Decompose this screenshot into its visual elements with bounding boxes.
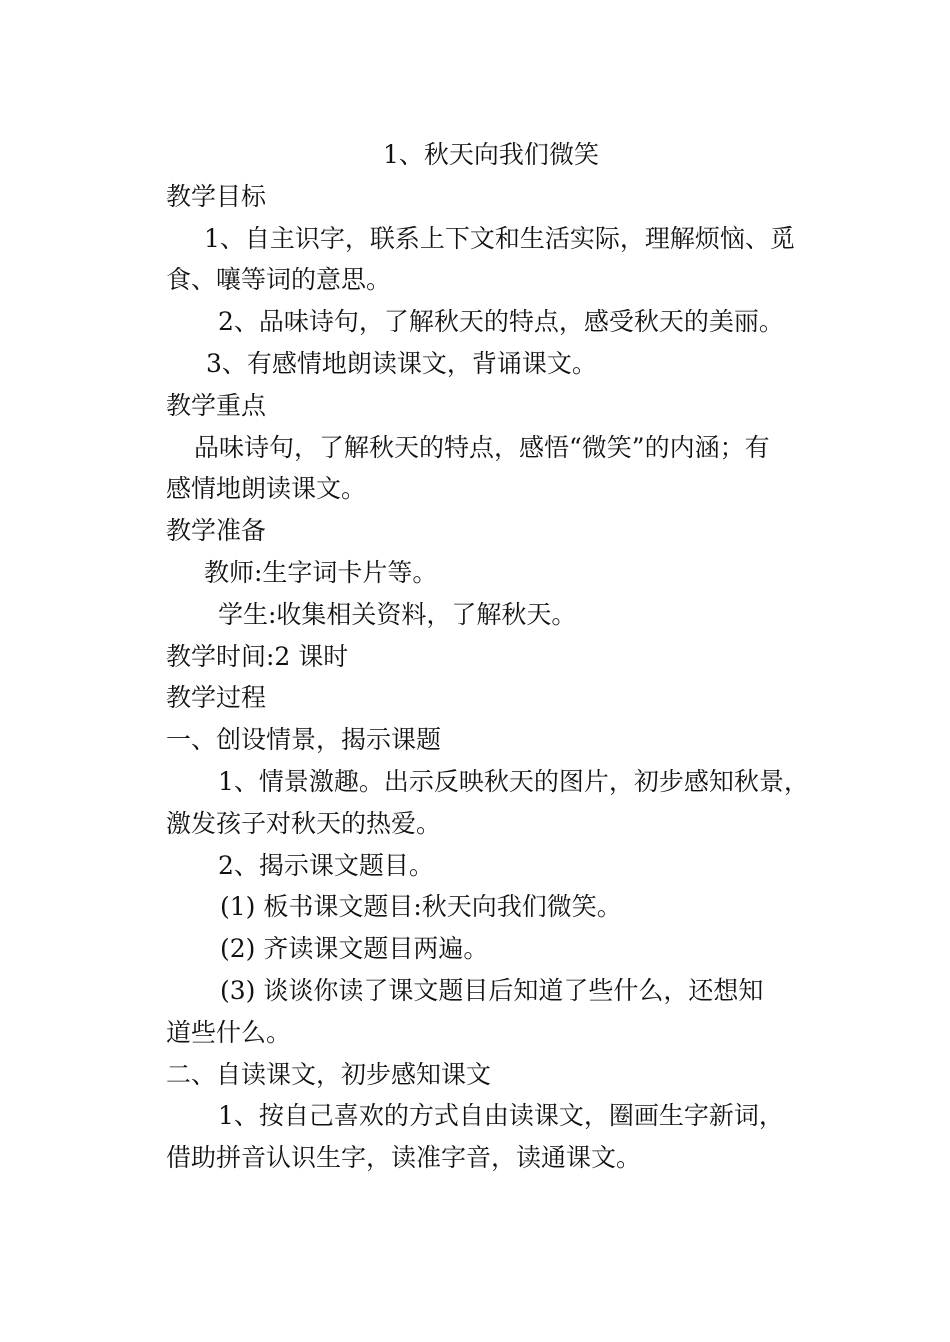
step-1-sub-3-line-2: 道些什么。 [166, 1017, 292, 1047]
step-1-sub-1: (1) 板书课文题目:秋天向我们微笑。 [220, 892, 622, 922]
preparation-teacher: 教师:生字词卡片等。 [204, 557, 438, 587]
step-1-item-2: 2、揭示课文题目。 [218, 850, 434, 880]
section-heading-objectives: 教学目标 [166, 181, 267, 211]
objective-2: 2、品味诗句，了解秋天的特点，感受秋天的美丽。 [218, 307, 784, 337]
step-2-item-1-line-2: 借助拼音认识生字，读准字音，读通课文。 [166, 1143, 642, 1173]
section-heading-key-points: 教学重点 [166, 390, 267, 420]
objective-3: 3、有感情地朗读课文，背诵课文。 [206, 348, 597, 378]
document-body [166, 134, 809, 1179]
step-1-sub-3-line-1: (3) 谈谈你读了课文题目后知道了些什么，还想知 [220, 975, 764, 1005]
step-1-item-1-line-1: 1、情景激趣。出示反映秋天的图片，初步感知秋景， [218, 766, 809, 796]
section-heading-process: 教学过程 [166, 683, 267, 713]
document-title: 1、秋天向我们微笑 [383, 140, 599, 169]
key-points-line-2: 感情地朗读课文。 [166, 474, 367, 504]
section-heading-time: 教学时间:2 课时 [166, 641, 349, 671]
step-2-item-1-line-1: 1、按自己喜欢的方式自由读课文，圈画生字新词， [218, 1101, 784, 1131]
objective-1-line-1: 1、自主识字，联系上下文和生活实际，理解烦恼、觅 [204, 223, 795, 253]
step-1-sub-2: (2) 齐读课文题目两遍。 [220, 934, 489, 964]
step-1-item-1-line-2: 激发孩子对秋天的热爱。 [166, 808, 442, 838]
preparation-student: 学生:收集相关资料，了解秋天。 [218, 599, 577, 629]
section-heading-preparation: 教学准备 [166, 516, 267, 546]
objective-1-line-2: 食、嚷等词的意思。 [166, 265, 392, 295]
step-2-heading: 二、自读课文，初步感知课文 [166, 1059, 492, 1089]
step-1-heading: 一、创设情景，揭示课题 [166, 725, 442, 755]
key-points-line-1: 品味诗句，了解秋天的特点，感悟“微笑”的内涵；有 [194, 432, 770, 462]
